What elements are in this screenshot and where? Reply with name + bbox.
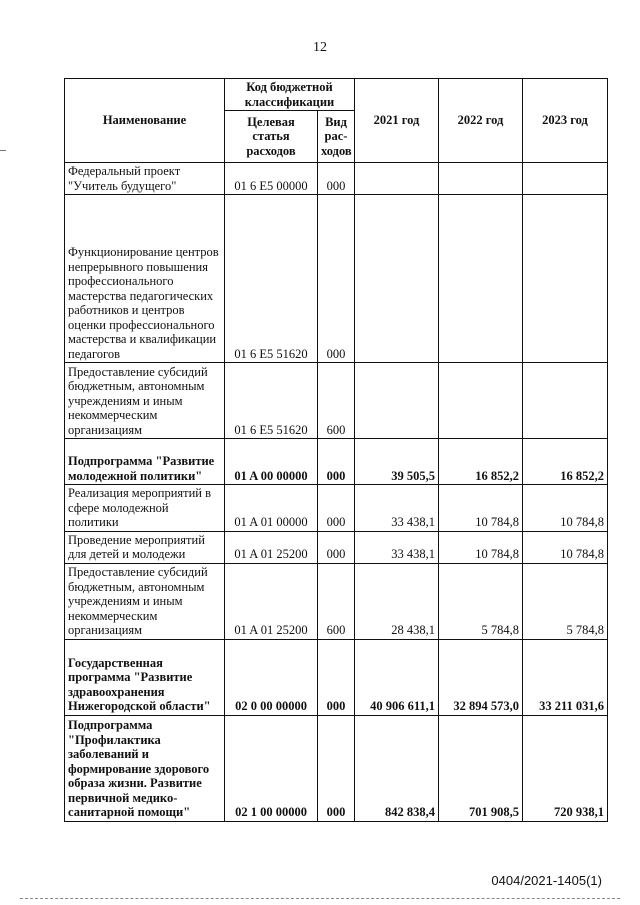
table-row (65, 639, 608, 715)
header-2022: 2022 год (439, 79, 523, 163)
cell-target-article: 02 1 00 00000 (225, 715, 318, 821)
cell-2022 (439, 195, 523, 363)
cell-2023 (523, 195, 608, 363)
margin-mark (0, 150, 6, 151)
cell-2021: 40 906 611,1 (355, 639, 439, 715)
cell-2023 (523, 163, 608, 195)
table-row (65, 439, 608, 485)
cell-2021: 33 438,1 (355, 531, 439, 563)
cell-2021: 28 438,1 (355, 563, 439, 639)
table-row (65, 163, 608, 195)
cell-2021 (355, 163, 439, 195)
cell-target-article: 01 A 01 25200 (225, 563, 318, 639)
cell-target-article: 01 A 01 00000 (225, 485, 318, 532)
cell-expense-type: 000 (318, 485, 355, 532)
cell-expense-type: 000 (318, 195, 355, 363)
cell-2022: 5 784,8 (439, 563, 523, 639)
cell-name: Функционирование центров непрерывного повышения профессионального мастерства педагогических работников и центров оценки профессионального мастерства и квалификации педагогов (65, 195, 225, 363)
cell-2023 (523, 363, 608, 439)
cell-name: Предоставление субсидий бюджетным, автономным учреждениям и иным некоммерческим организациям (65, 363, 225, 439)
cell-2022 (439, 163, 523, 195)
cell-2022: 10 784,8 (439, 485, 523, 532)
cell-name: Подпрограмма "Развитие молодежной политики" (65, 439, 225, 485)
bottom-divider (20, 898, 620, 899)
table-row (65, 563, 608, 639)
cell-expense-type: 600 (318, 363, 355, 439)
document-code: 0404/2021-1405(1) (491, 873, 602, 888)
cell-name: Федеральный проект "Учитель будущего" (65, 163, 225, 195)
table-row (65, 195, 608, 363)
cell-2023: 33 211 031,6 (523, 639, 608, 715)
cell-target-article: 01 6 E5 00000 (225, 163, 318, 195)
cell-expense-type: 000 (318, 439, 355, 485)
cell-2023: 16 852,2 (523, 439, 608, 485)
cell-2023: 10 784,8 (523, 531, 608, 563)
header-expense-type: Вид рас-ходов (318, 111, 355, 163)
cell-target-article: 01 6 E5 51620 (225, 195, 318, 363)
cell-target-article: 01 A 01 25200 (225, 531, 318, 563)
cell-2021: 33 438,1 (355, 485, 439, 532)
cell-expense-type: 000 (318, 639, 355, 715)
header-2021: 2021 год (355, 79, 439, 163)
header-target-article: Целевая статья расходов (225, 111, 318, 163)
cell-target-article: 01 6 E5 51620 (225, 363, 318, 439)
cell-2022: 16 852,2 (439, 439, 523, 485)
table-row (65, 363, 608, 439)
cell-2022 (439, 363, 523, 439)
cell-2023: 5 784,8 (523, 563, 608, 639)
table-row (65, 485, 608, 532)
budget-table (64, 78, 608, 822)
cell-name: Предоставление субсидий бюджетным, автономным учреждениям и иным некоммерческим организациям (65, 563, 225, 639)
header-2023: 2023 год (523, 79, 608, 163)
cell-name: Проведение мероприятий для детей и молодежи (65, 531, 225, 563)
cell-2022: 32 894 573,0 (439, 639, 523, 715)
cell-2022: 10 784,8 (439, 531, 523, 563)
cell-2022: 701 908,5 (439, 715, 523, 821)
cell-2023: 720 938,1 (523, 715, 608, 821)
table-body (65, 163, 608, 822)
cell-target-article: 02 0 00 00000 (225, 639, 318, 715)
cell-2023: 10 784,8 (523, 485, 608, 532)
table-row (65, 715, 608, 821)
cell-expense-type: 000 (318, 163, 355, 195)
cell-target-article: 01 A 00 00000 (225, 439, 318, 485)
cell-2021 (355, 363, 439, 439)
cell-expense-type: 600 (318, 563, 355, 639)
cell-2021: 842 838,4 (355, 715, 439, 821)
cell-2021: 39 505,5 (355, 439, 439, 485)
cell-2021 (355, 195, 439, 363)
page-number: 12 (313, 40, 327, 55)
cell-name: Подпрограмма "Профилактика заболеваний и формирование здорового образа жизни. Развитие первичной медико-санитарной помощи" (65, 715, 225, 821)
header-code-group: Код бюджетной классификации (225, 79, 355, 111)
cell-expense-type: 000 (318, 715, 355, 821)
cell-name: Реализация мероприятий в сфере молодежной политики (65, 485, 225, 532)
table-row (65, 531, 608, 563)
header-name: Наименование (65, 79, 225, 163)
cell-expense-type: 000 (318, 531, 355, 563)
cell-name: Государственная программа "Развитие здравоохранения Нижегородской области" (65, 639, 225, 715)
